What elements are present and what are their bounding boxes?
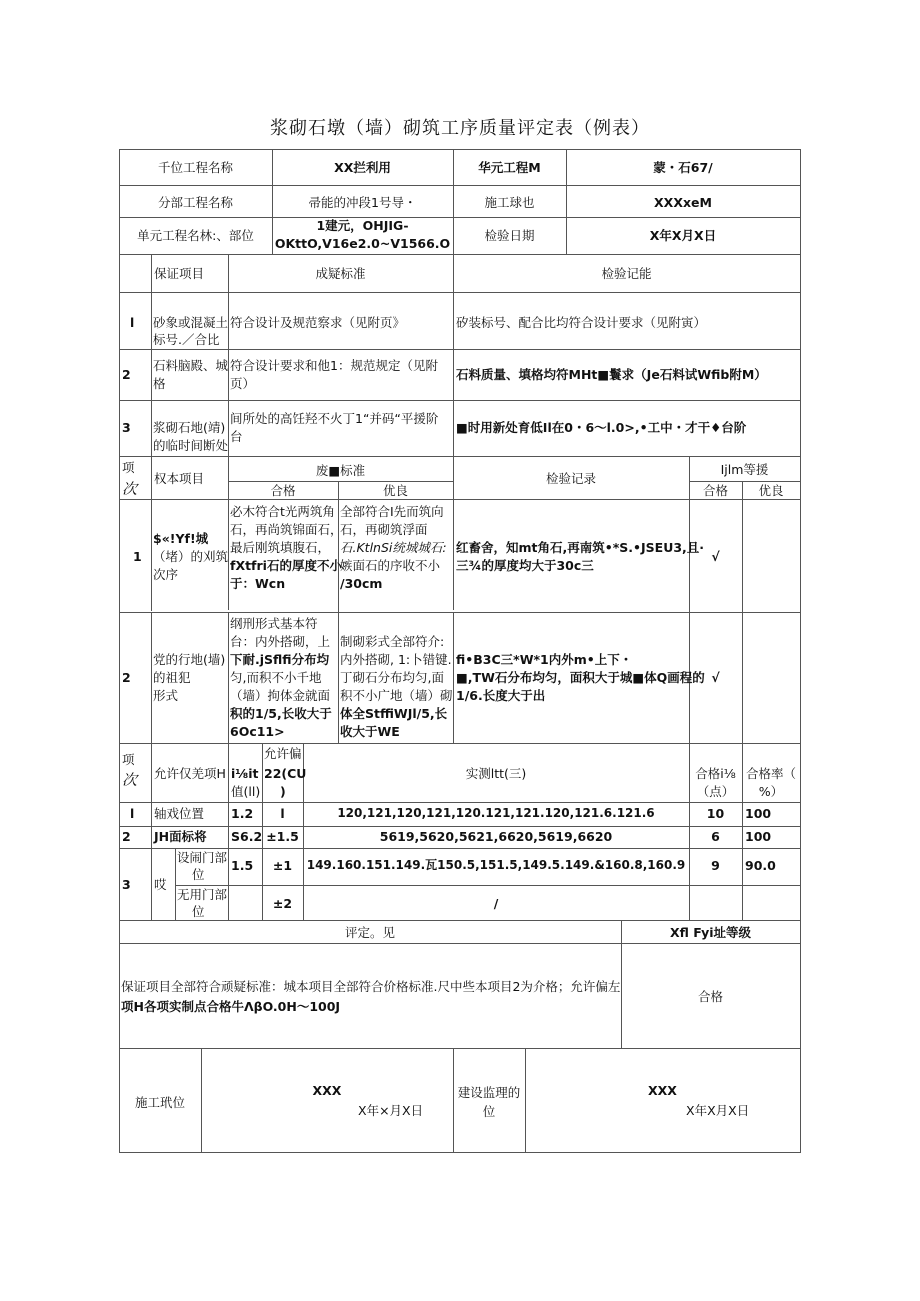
guarantee-row-2-record: 石料质量、填格均符MHt■鬟求（Je石料试Wfib附M） (456, 367, 767, 382)
evaluation-opinion-2: 项H各项实制点合格牛ΛβO.0H～100J (121, 999, 341, 1014)
basic-row-2-item-3: 形式 (153, 688, 179, 703)
basic-row-1-record-1: 红畜舍，知mt角石,再南筑•*S.•JSEU3,且· (456, 540, 705, 555)
signature-supervision-label-2: 位 (482, 1104, 496, 1119)
guarantee-row-1-standard-1: 符合设计及规范察求（见附页》 (230, 315, 406, 330)
basic-col-grade-excellent: 优良 (758, 483, 784, 498)
basic-row-1-record-2: 三¾的厚度均大于30c三 (456, 558, 594, 573)
basic-col-grade: Ijlm等援 (720, 462, 769, 477)
tolerance-row-3-sub1-measured: 149.160.151.149.瓦150.5,151.5,149.5.149.&160.8,160.9 (306, 858, 686, 872)
guarantee-col-standard: 成疑标准 (315, 266, 366, 281)
guarantee-row-3-standard-1: 间所处的高饪羟不火丁1“并码“平援阶 (230, 411, 439, 426)
tolerance-row-2-no: 2 (122, 829, 131, 844)
tolerance-row-3-sub2-measured: / (493, 896, 499, 911)
basic-col-record: 检验记录 (545, 471, 596, 486)
inspect-date-value: X年X月X日 (649, 228, 717, 243)
tolerance-row-3-no: 3 (122, 877, 131, 892)
unit-eng-value: 蒙・石67/ (653, 160, 713, 175)
inspect-date-label: 检验日期 (484, 228, 535, 243)
basic-row-2-excellent-5: 体全StffiWJl/5,长 (340, 706, 448, 721)
signature-supervision-label-1: 建设监理的 (457, 1085, 521, 1100)
tolerance-col-allow-3: ) (280, 784, 286, 799)
basic-row-1-mark: √ (711, 549, 720, 564)
tolerance-row-1-design: 1.2 (231, 806, 254, 821)
signature-construction-name: XXX (312, 1083, 342, 1098)
signature-supervision-date: X年X月X日 (686, 1103, 750, 1118)
tolerance-col-pass-1: 合格i⅛ (695, 766, 736, 781)
basic-row-1-item-3: 次序 (153, 567, 179, 582)
basic-row-2-record-3: 1/6.长度大于出 (456, 688, 546, 703)
basic-row-1-excellent-4: 嫉面石的序收不小 (340, 558, 441, 573)
basic-row-2-pass-6: 积的1/5,长收大于 (230, 706, 332, 721)
guarantee-col-item: 保证项目 (154, 266, 205, 281)
tolerance-row-1-pass: 10 (706, 806, 725, 821)
basic-row-2-item-2: 的祖犯 (153, 670, 191, 685)
guarantee-row-2-item-2: 格 (153, 376, 166, 391)
tolerance-col-measured: 实测ltt(三) (465, 766, 527, 781)
tolerance-row-1-allow: l (280, 806, 285, 821)
guarantee-row-1-no: l (130, 315, 135, 330)
guarantee-row-3-item-2: 的临时间断处 (153, 438, 229, 453)
basic-row-1-excellent-5: /30cm (340, 576, 383, 591)
tolerance-col-no-1: 项 (122, 752, 135, 767)
basic-row-2-excellent-2: 内外搭砌, 1:卜错键. (340, 652, 452, 667)
guarantee-row-1-item-2: 标号.／合比 (153, 332, 220, 347)
element-value-2: OKttO,V16e2.0~V1566.O (274, 236, 451, 251)
basic-row-1-no: 1 (133, 549, 142, 564)
guarantee-row-3-item-1: 浆砌石地(靖) (153, 420, 226, 435)
tolerance-row-2-allow: ±1.5 (266, 829, 299, 844)
tolerance-row-2-measured: 5619,5620,5621,6620,5619,6620 (379, 829, 613, 844)
basic-row-2-mark: √ (711, 670, 720, 685)
basic-row-2-excellent-4: 积不小广地（墙）砌 (340, 688, 453, 703)
unit-eng-label: 华元工程M (478, 160, 541, 175)
tolerance-row-1-no: l (130, 806, 135, 821)
basic-col-pass: 合格 (270, 483, 296, 498)
guarantee-row-2-item-1: 石料脑殿、城 (153, 358, 229, 373)
guarantee-col-record: 检验记能 (601, 266, 652, 281)
signature-construction-date: X年×月X日 (358, 1103, 424, 1118)
evaluation-grade-label: Xfl Fyi址等级 (669, 925, 752, 940)
construction-value: XXXxeM (654, 195, 712, 210)
tolerance-col-allow-1: 允许偏 (264, 746, 302, 761)
element-value-1: 1建元，OHJIG- (316, 218, 409, 233)
guarantee-row-1-item-1: 砂象或混凝土 (153, 315, 229, 330)
tolerance-row-2-item: JH面标将 (154, 829, 207, 844)
basic-row-2-record-2: ■,TW石分布均匀，面积大于城■体Q画程的 (456, 670, 705, 685)
evaluation-grade-value: 合格 (697, 989, 723, 1004)
tolerance-row-3-sub1-item-1: 设闹门部 (177, 850, 228, 865)
tolerance-row-2-rate: 100 (745, 829, 772, 844)
basic-row-2-excellent-3: 丁砌石分布均匀,面 (340, 670, 444, 685)
basic-col-excellent: 优良 (382, 483, 408, 498)
tolerance-row-3-sub1-design: 1.5 (231, 858, 254, 873)
basic-col-no-1: 项 (122, 460, 135, 475)
tolerance-col-rate-2: %） (758, 784, 784, 799)
basic-col-no-2: 次 (122, 480, 138, 498)
signature-construction-label: 施工玳位 (134, 1095, 185, 1110)
unit-project-label: 千位工程名称 (157, 160, 233, 175)
basic-row-1-pass-1: 必木符合t光两筑角 (230, 504, 335, 519)
guarantee-row-3-no: 3 (122, 420, 131, 435)
guarantee-row-2-standard-2: 页） (230, 376, 256, 391)
basic-row-2-excellent-6: 收大于WE (340, 724, 400, 739)
tolerance-col-allow-2: 22(CU (264, 766, 307, 781)
basic-row-2-record-1: fi•B3C三*W*1内外m•上下・ (456, 652, 633, 667)
element-label: 单元工程名林:、部位 (137, 228, 254, 243)
tolerance-row-2-pass: 6 (711, 829, 720, 844)
tolerance-col-design-2: 值(ll) (231, 784, 261, 799)
basic-row-1-item-2: （堵）的刈筑 (153, 549, 229, 564)
page-title: 浆砌石墩（墙）砌筑工序质量评定表（例表） (270, 118, 650, 139)
guarantee-row-1-record: 矽装标号、配合比均符合设计要求（见附寅） (456, 315, 707, 330)
basic-row-2-pass-3: 下耐.jSflfi分布均 (230, 652, 330, 667)
tolerance-col-rate-1: 合格率（ (745, 766, 796, 781)
basic-row-2-pass-4: 匀,而积不小千地 (230, 670, 322, 685)
basic-row-2-pass-5: （墙）拘体金就面 (230, 688, 331, 703)
basic-row-1-item-1: $«!Yf!城 (153, 531, 209, 546)
basic-row-2-pass-7: 6Oc11> (230, 724, 285, 739)
basic-row-2-item-1: 党的行地(墙) (153, 652, 226, 667)
tolerance-col-item: 允许仅羌项H (154, 766, 226, 781)
guarantee-row-3-standard-2: 台 (230, 429, 243, 444)
evaluation-opinion-1: 保证项目全部符合顽疑标准：城本项目全部符合价格标准.尺中些本项目2为介格；允许偏左 (121, 979, 621, 994)
tolerance-row-3-group: 哎 (154, 877, 167, 892)
basic-row-2-pass-2: 台：内外搭砌，上 (230, 634, 331, 649)
tolerance-row-1-rate: 100 (745, 806, 772, 821)
tolerance-row-3-sub1-item-2: 位 (192, 867, 205, 882)
basic-col-item: 权本项目 (154, 471, 205, 486)
tolerance-row-3-sub1-rate: 90.0 (745, 858, 776, 873)
guarantee-row-3-record: ■时用新处育低Il在0・6～l.0>,•工中・才干♦台阶 (456, 420, 747, 435)
basic-row-1-pass-3: 最后刚筑填腹石， (230, 540, 331, 555)
unit-project-value: XX拦利用 (334, 160, 391, 175)
tolerance-row-1-measured: 120,121,120,121,120.121,121.120,121.6.121.6 (337, 806, 655, 820)
tolerance-row-3-sub2-item-2: 位 (192, 904, 205, 919)
guarantee-row-2-no: 2 (122, 367, 131, 382)
tolerance-row-3-sub1-allow: ±1 (272, 858, 293, 873)
tolerance-row-3-sub1-pass: 9 (711, 858, 720, 873)
guarantee-row-2-standard-1: 符合设计要求和他1：规范规定（见附 (230, 358, 438, 373)
tolerance-col-no-2: 次 (122, 771, 138, 789)
construction-label: 施工球也 (484, 195, 535, 210)
tolerance-row-3-sub2-item-1: 无用门部 (177, 887, 228, 902)
basic-row-1-pass-2: 石，再尚筑锦面石， (230, 522, 343, 537)
sub-project-label: 分部工程名称 (157, 195, 233, 210)
basic-col-grade-pass: 合格 (702, 483, 728, 498)
basic-row-1-pass-5: 于：Wcn (230, 576, 286, 591)
basic-row-1-excellent-2: 石，再砌筑浮面 (340, 522, 428, 537)
basic-row-1-excellent-1: 全部符合I先而筑向 (340, 504, 444, 519)
basic-row-2-pass-1: 纲刑形式基本符 (230, 616, 318, 631)
tolerance-row-1-item: 轴戏位置 (154, 806, 205, 821)
sub-project-value: 帚能的冲段1号导・ (308, 195, 417, 210)
tolerance-col-design-1: i⅛it (231, 766, 259, 781)
tolerance-col-pass-2: （点） (696, 784, 735, 799)
basic-row-1-excellent-3: 石.KtlnSi统城城石: (340, 540, 447, 555)
basic-row-2-excellent-1: 制砌彩式全部符介: (340, 634, 445, 649)
evaluation-opinion-label: 评定。见 (344, 925, 395, 940)
basic-col-standard: 废■标准 (315, 463, 366, 478)
signature-supervision-name: XXX (648, 1083, 677, 1098)
tolerance-row-3-sub2-allow: ±2 (272, 896, 293, 911)
tolerance-row-2-design: S6.2 (231, 829, 263, 844)
basic-row-2-no: 2 (122, 670, 131, 685)
basic-row-1-pass-4: fXtfri石的厚度不小 (230, 558, 342, 573)
